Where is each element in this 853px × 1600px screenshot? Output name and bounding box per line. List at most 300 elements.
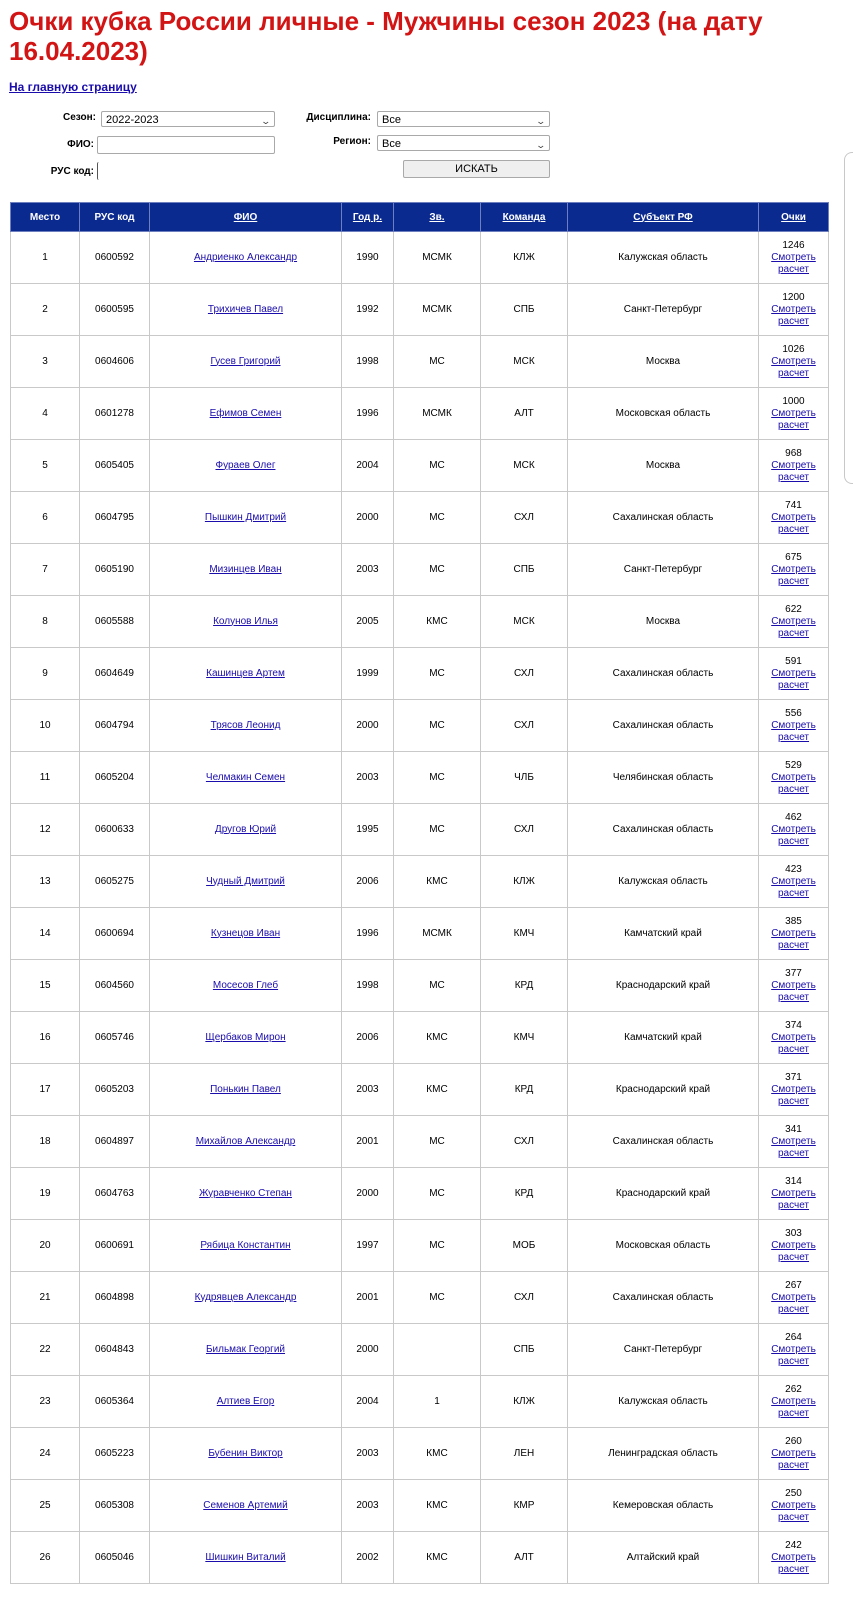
region-select-value: Все <box>382 138 401 150</box>
discipline-select[interactable] <box>377 111 550 127</box>
cell-team: АЛТ <box>481 1532 568 1584</box>
chevron-down-icon: ⌄ <box>535 116 547 126</box>
view-calculation-link[interactable]: Смотреть <box>771 407 816 419</box>
cell-points <box>759 700 829 752</box>
view-calculation-link[interactable]: Смотреть <box>771 771 816 783</box>
column-header-rank[interactable]: Зв. <box>394 203 481 232</box>
table-row <box>11 1220 829 1272</box>
cell-points <box>759 648 829 700</box>
view-calculation-link[interactable]: Смотреть <box>771 927 816 939</box>
view-calculation-link[interactable]: Смотреть <box>771 251 816 263</box>
table-row <box>11 1376 829 1428</box>
points-value: 622 <box>785 603 802 615</box>
cell-region: Сахалинская область <box>568 492 759 544</box>
scroll-handle[interactable] <box>844 152 853 484</box>
cell-birth-year: 2006 <box>342 856 394 908</box>
cell-place: 4 <box>11 388 80 440</box>
athlete-name-link[interactable]: Челмакин Семен <box>205 771 286 783</box>
view-calculation-link[interactable]: расчет <box>777 471 810 483</box>
cell-place: 7 <box>11 544 80 596</box>
cell-region: Санкт-Петербург <box>568 284 759 336</box>
cell-rus-code: 0605588 <box>80 596 150 648</box>
cell-points <box>759 596 829 648</box>
table-row <box>11 804 829 856</box>
table-row <box>11 752 829 804</box>
athlete-name-link[interactable]: Семенов Артемий <box>203 1499 288 1511</box>
cell-points <box>759 1168 829 1220</box>
cell-place: 3 <box>11 336 80 388</box>
cell-birth-year: 1999 <box>342 648 394 700</box>
points-value: 341 <box>785 1123 802 1135</box>
cell-points <box>759 336 829 388</box>
athlete-name-link[interactable]: Бубенин Виктор <box>208 1447 283 1459</box>
table-row <box>11 1116 829 1168</box>
cell-fio <box>150 908 342 960</box>
cell-rus-code: 0605275 <box>80 856 150 908</box>
cell-points <box>759 752 829 804</box>
cell-points <box>759 1324 829 1376</box>
cell-region: Сахалинская область <box>568 1116 759 1168</box>
points-value: 371 <box>785 1071 802 1083</box>
cell-place: 9 <box>11 648 80 700</box>
view-calculation-link[interactable]: расчет <box>777 1199 810 1211</box>
view-calculation-link[interactable]: расчет <box>777 1407 810 1419</box>
athlete-name-link[interactable]: Алтиев Егор <box>216 1395 275 1407</box>
cell-region: Краснодарский край <box>568 1064 759 1116</box>
cell-region: Ленинградская область <box>568 1428 759 1480</box>
athlete-name-link[interactable]: Мосесов Глеб <box>212 979 279 991</box>
cell-region: Камчатский край <box>568 908 759 960</box>
cell-fio <box>150 1116 342 1168</box>
cell-rank: МСМК <box>394 232 481 284</box>
cell-birth-year: 1998 <box>342 960 394 1012</box>
cell-region: Краснодарский край <box>568 1168 759 1220</box>
view-calculation-link[interactable]: Смотреть <box>771 1083 816 1095</box>
cell-rank: МСМК <box>394 284 481 336</box>
cell-birth-year: 2000 <box>342 492 394 544</box>
view-calculation-link[interactable]: Смотреть <box>771 511 816 523</box>
cell-region: Москва <box>568 336 759 388</box>
points-value: 267 <box>785 1279 802 1291</box>
cell-fio <box>150 648 342 700</box>
cell-place: 6 <box>11 492 80 544</box>
view-calculation-link[interactable]: Смотреть <box>771 1499 816 1511</box>
cell-rus-code: 0605405 <box>80 440 150 492</box>
view-calculation-link[interactable]: расчет <box>777 367 810 379</box>
view-calculation-link[interactable]: Смотреть <box>771 823 816 835</box>
cell-points <box>759 1116 829 1168</box>
points-value: 374 <box>785 1019 802 1031</box>
cell-rank: МС <box>394 1272 481 1324</box>
view-calculation-link[interactable]: Смотреть <box>771 1343 816 1355</box>
season-select-value: 2022-2023 <box>106 114 159 126</box>
cell-points <box>759 440 829 492</box>
cell-points <box>759 232 829 284</box>
points-value: 262 <box>785 1383 802 1395</box>
table-row <box>11 1012 829 1064</box>
view-calculation-link[interactable]: Смотреть <box>771 1551 816 1563</box>
view-calculation-link[interactable]: расчет <box>777 419 810 431</box>
cell-birth-year: 1992 <box>342 284 394 336</box>
cell-team: СПБ <box>481 544 568 596</box>
chevron-down-icon: ⌄ <box>260 116 272 126</box>
column-header-points[interactable]: Очки <box>759 203 829 232</box>
cell-fio <box>150 284 342 336</box>
cell-team: СХЛ <box>481 1272 568 1324</box>
view-calculation-link[interactable]: Смотреть <box>771 459 816 471</box>
cell-region: Сахалинская область <box>568 648 759 700</box>
cell-region: Калужская область <box>568 232 759 284</box>
cell-team: КМР <box>481 1480 568 1532</box>
cell-place: 18 <box>11 1116 80 1168</box>
cell-birth-year: 2003 <box>342 1064 394 1116</box>
view-calculation-link[interactable]: расчет <box>777 575 810 587</box>
points-value: 1246 <box>782 239 805 251</box>
cell-rank: МС <box>394 700 481 752</box>
cell-region: Москва <box>568 596 759 648</box>
cell-fio <box>150 1012 342 1064</box>
points-value: 423 <box>785 863 802 875</box>
cell-birth-year: 2003 <box>342 1480 394 1532</box>
cell-place: 11 <box>11 752 80 804</box>
cell-fio <box>150 700 342 752</box>
athlete-name-link[interactable]: Шишкин Виталий <box>205 1551 286 1563</box>
cell-team: КРД <box>481 1168 568 1220</box>
cell-points <box>759 1532 829 1584</box>
view-calculation-link[interactable]: Смотреть <box>771 719 816 731</box>
table-row <box>11 596 829 648</box>
table-row <box>11 388 829 440</box>
column-header-team[interactable]: Команда <box>481 203 568 232</box>
cell-place: 22 <box>11 1324 80 1376</box>
cell-rus-code: 0601278 <box>80 388 150 440</box>
view-calculation-link[interactable]: Смотреть <box>771 1447 816 1459</box>
cell-fio <box>150 804 342 856</box>
cell-rank: МС <box>394 1168 481 1220</box>
cell-birth-year: 1996 <box>342 388 394 440</box>
view-calculation-link[interactable]: Смотреть <box>771 355 816 367</box>
cell-fio <box>150 1376 342 1428</box>
view-calculation-link[interactable]: расчет <box>777 1095 810 1107</box>
view-calculation-link[interactable]: Смотреть <box>771 1135 816 1147</box>
table-row <box>11 1324 829 1376</box>
athlete-name-link[interactable]: Мизинцев Иван <box>209 563 282 575</box>
discipline-label: Дисциплина: <box>306 112 371 123</box>
results-table-body <box>11 232 829 1584</box>
cell-region: Алтайский край <box>568 1532 759 1584</box>
view-calculation-link[interactable]: расчет <box>777 939 810 951</box>
athlete-name-link[interactable]: Понькин Павел <box>210 1083 281 1095</box>
cell-birth-year: 1998 <box>342 336 394 388</box>
athlete-name-link[interactable]: Бильмак Георгий <box>205 1343 286 1355</box>
cell-region: Сахалинская область <box>568 700 759 752</box>
cell-region: Московская область <box>568 388 759 440</box>
cell-points <box>759 1376 829 1428</box>
view-calculation-link[interactable]: расчет <box>777 1251 810 1263</box>
cell-fio <box>150 1428 342 1480</box>
search-button[interactable]: ИСКАТЬ <box>403 160 550 178</box>
table-row <box>11 492 829 544</box>
athlete-name-link[interactable]: Андриенко Александр <box>193 251 298 263</box>
cell-region: Краснодарский край <box>568 960 759 1012</box>
athlete-name-link[interactable]: Пышкин Дмитрий <box>204 511 287 523</box>
table-row <box>11 440 829 492</box>
discipline-select-value: Все <box>382 114 401 126</box>
cell-rank: КМС <box>394 596 481 648</box>
cell-birth-year: 1995 <box>342 804 394 856</box>
region-select[interactable] <box>377 135 550 151</box>
cell-rank: МС <box>394 648 481 700</box>
cell-rus-code: 0604843 <box>80 1324 150 1376</box>
table-row <box>11 544 829 596</box>
cell-birth-year: 2001 <box>342 1116 394 1168</box>
cell-team: МОБ <box>481 1220 568 1272</box>
cell-rus-code: 0604794 <box>80 700 150 752</box>
cell-birth-year: 2004 <box>342 1376 394 1428</box>
cell-birth-year: 2003 <box>342 1428 394 1480</box>
cell-team: АЛТ <box>481 388 568 440</box>
view-calculation-link[interactable]: расчет <box>777 1563 810 1575</box>
cell-rank: КМС <box>394 1532 481 1584</box>
cell-region: Москва <box>568 440 759 492</box>
view-calculation-link[interactable]: расчет <box>777 835 810 847</box>
view-calculation-link[interactable]: расчет <box>777 991 810 1003</box>
cell-birth-year: 2000 <box>342 1168 394 1220</box>
cell-team: СХЛ <box>481 804 568 856</box>
cell-place: 20 <box>11 1220 80 1272</box>
athlete-name-link[interactable]: Колунов Илья <box>213 615 278 627</box>
cell-rank: КМС <box>394 1012 481 1064</box>
cell-birth-year: 1997 <box>342 1220 394 1272</box>
view-calculation-link[interactable]: Смотреть <box>771 875 816 887</box>
cell-rus-code: 0604795 <box>80 492 150 544</box>
athlete-name-link[interactable]: Кудрявцев Александр <box>194 1291 297 1303</box>
cell-region: Калужская область <box>568 1376 759 1428</box>
view-calculation-link[interactable]: Смотреть <box>771 615 816 627</box>
cell-birth-year: 1990 <box>342 232 394 284</box>
view-calculation-link[interactable]: расчет <box>777 1043 810 1055</box>
cell-region: Санкт-Петербург <box>568 544 759 596</box>
cell-birth-year: 2006 <box>342 1012 394 1064</box>
cell-place: 26 <box>11 1532 80 1584</box>
athlete-name-link[interactable]: Михайлов Александр <box>195 1135 296 1147</box>
cell-rank: МС <box>394 804 481 856</box>
column-header-region[interactable]: Субъект РФ <box>568 203 759 232</box>
cell-rus-code: 0605364 <box>80 1376 150 1428</box>
cell-place: 15 <box>11 960 80 1012</box>
points-value: 462 <box>785 811 802 823</box>
cell-fio <box>150 1064 342 1116</box>
cell-region: Камчатский край <box>568 1012 759 1064</box>
points-value: 968 <box>785 447 802 459</box>
cell-region: Московская область <box>568 1220 759 1272</box>
rus-code-input[interactable] <box>97 162 275 180</box>
cell-rus-code: 0605190 <box>80 544 150 596</box>
home-link[interactable]: На главную страницу <box>9 80 137 94</box>
cell-team: СХЛ <box>481 648 568 700</box>
view-calculation-link[interactable]: Смотреть <box>771 1239 816 1251</box>
cell-rus-code: 0605046 <box>80 1532 150 1584</box>
cell-place: 13 <box>11 856 80 908</box>
points-value: 1200 <box>782 291 805 303</box>
view-calculation-link[interactable]: расчет <box>777 731 810 743</box>
view-calculation-link[interactable]: расчет <box>777 1355 810 1367</box>
table-row <box>11 232 829 284</box>
column-header-birth-year[interactable]: Год р. <box>342 203 394 232</box>
cell-fio <box>150 1220 342 1272</box>
view-calculation-link[interactable]: расчет <box>777 887 810 899</box>
points-value: 314 <box>785 1175 802 1187</box>
view-calculation-link[interactable]: расчет <box>777 679 810 691</box>
view-calculation-link[interactable]: расчет <box>777 523 810 535</box>
view-calculation-link[interactable]: Смотреть <box>771 979 816 991</box>
cell-fio <box>150 336 342 388</box>
cell-place: 14 <box>11 908 80 960</box>
view-calculation-link[interactable]: Смотреть <box>771 1291 816 1303</box>
table-row <box>11 336 829 388</box>
cell-fio <box>150 440 342 492</box>
cell-points <box>759 492 829 544</box>
cell-rank: МС <box>394 440 481 492</box>
season-select[interactable] <box>101 111 275 127</box>
cell-rank <box>394 1324 481 1376</box>
points-value: 250 <box>785 1487 802 1499</box>
cell-rank: КМС <box>394 1428 481 1480</box>
athlete-name-link[interactable]: Другов Юрий <box>214 823 277 835</box>
region-label: Регион: <box>333 136 371 147</box>
athlete-name-link[interactable]: Ефимов Семен <box>209 407 282 419</box>
column-header-fio[interactable]: ФИО <box>150 203 342 232</box>
chevron-down-icon: ⌄ <box>535 140 547 150</box>
table-row <box>11 1064 829 1116</box>
cell-rank: МС <box>394 492 481 544</box>
cell-team: СХЛ <box>481 492 568 544</box>
points-value: 741 <box>785 499 802 511</box>
cell-birth-year: 1996 <box>342 908 394 960</box>
cell-place: 5 <box>11 440 80 492</box>
cell-rank: МС <box>394 960 481 1012</box>
page-title: Очки кубка России личные - Мужчины сезон 2023 (на дату 16.04.2023) <box>9 6 763 66</box>
athlete-name-link[interactable]: Кузнецов Иван <box>210 927 281 939</box>
cell-place: 10 <box>11 700 80 752</box>
cell-birth-year: 2002 <box>342 1532 394 1584</box>
table-row <box>11 960 829 1012</box>
cell-fio <box>150 492 342 544</box>
view-calculation-link[interactable]: Смотреть <box>771 563 816 575</box>
cell-place: 16 <box>11 1012 80 1064</box>
view-calculation-link[interactable]: Смотреть <box>771 1395 816 1407</box>
view-calculation-link[interactable]: Смотреть <box>771 303 816 315</box>
cell-rank: КМС <box>394 1064 481 1116</box>
points-value: 556 <box>785 707 802 719</box>
table-row <box>11 908 829 960</box>
cell-fio <box>150 1168 342 1220</box>
cell-place: 17 <box>11 1064 80 1116</box>
cell-birth-year: 2003 <box>342 752 394 804</box>
athlete-name-link[interactable]: Чудный Дмитрий <box>206 875 285 887</box>
cell-region: Кемеровская область <box>568 1480 759 1532</box>
points-value: 675 <box>785 551 802 563</box>
rus-code-label: РУС код: <box>50 166 94 177</box>
view-calculation-link[interactable]: расчет <box>777 1459 810 1471</box>
results-table <box>10 202 829 1584</box>
cell-birth-year: 2001 <box>342 1272 394 1324</box>
athlete-name-link[interactable]: Гусев Григорий <box>210 355 281 367</box>
table-row <box>11 700 829 752</box>
cell-region: Калужская область <box>568 856 759 908</box>
cell-rus-code: 0600691 <box>80 1220 150 1272</box>
cell-team: СПБ <box>481 284 568 336</box>
cell-rus-code: 0600595 <box>80 284 150 336</box>
table-row <box>11 856 829 908</box>
cell-rus-code: 0605204 <box>80 752 150 804</box>
athlete-name-link[interactable]: Фураев Олег <box>215 459 276 471</box>
points-value: 1026 <box>782 343 805 355</box>
cell-fio <box>150 388 342 440</box>
cell-fio <box>150 596 342 648</box>
cell-fio <box>150 856 342 908</box>
cell-place: 1 <box>11 232 80 284</box>
view-calculation-link[interactable]: Смотреть <box>771 667 816 679</box>
view-calculation-link[interactable]: расчет <box>777 315 810 327</box>
cell-rus-code: 0605223 <box>80 1428 150 1480</box>
cell-points <box>759 544 829 596</box>
athlete-name-link[interactable]: Трихичев Павел <box>207 303 284 315</box>
cell-points <box>759 1272 829 1324</box>
points-value: 260 <box>785 1435 802 1447</box>
view-calculation-link[interactable]: расчет <box>777 263 810 275</box>
points-value: 385 <box>785 915 802 927</box>
cell-birth-year: 2004 <box>342 440 394 492</box>
cell-points <box>759 804 829 856</box>
athlete-name-link[interactable]: Щербаков Мирон <box>205 1031 286 1043</box>
points-value: 264 <box>785 1331 802 1343</box>
fio-label: ФИО: <box>67 139 94 150</box>
column-header-rus-code: РУС код <box>80 203 150 232</box>
cell-team: КЛЖ <box>481 232 568 284</box>
view-calculation-link[interactable]: расчет <box>777 627 810 639</box>
athlete-name-link[interactable]: Журавченко Степан <box>199 1187 292 1199</box>
cell-rus-code: 0600592 <box>80 232 150 284</box>
view-calculation-link[interactable]: Смотреть <box>771 1187 816 1199</box>
view-calculation-link[interactable]: расчет <box>777 1511 810 1523</box>
athlete-name-link[interactable]: Трясов Леонид <box>210 719 281 731</box>
view-calculation-link[interactable]: Смотреть <box>771 1031 816 1043</box>
points-value: 591 <box>785 655 802 667</box>
athlete-name-link[interactable]: Кашинцев Артем <box>206 667 285 679</box>
fio-input[interactable] <box>97 136 275 154</box>
cell-rank: МС <box>394 1220 481 1272</box>
cell-rus-code: 0604560 <box>80 960 150 1012</box>
table-row <box>11 284 829 336</box>
cell-team: МСК <box>481 440 568 492</box>
table-row <box>11 1428 829 1480</box>
view-calculation-link[interactable]: расчет <box>777 783 810 795</box>
athlete-name-link[interactable]: Рябица Константин <box>200 1239 291 1251</box>
cell-place: 8 <box>11 596 80 648</box>
cell-region: Челябинская область <box>568 752 759 804</box>
cell-birth-year: 2000 <box>342 700 394 752</box>
points-value: 529 <box>785 759 802 771</box>
cell-fio <box>150 1480 342 1532</box>
cell-rus-code: 0604898 <box>80 1272 150 1324</box>
cell-points <box>759 1480 829 1532</box>
table-row <box>11 1272 829 1324</box>
view-calculation-link[interactable]: расчет <box>777 1147 810 1159</box>
view-calculation-link[interactable]: расчет <box>777 1303 810 1315</box>
cell-place: 24 <box>11 1428 80 1480</box>
cell-team: МСК <box>481 336 568 388</box>
